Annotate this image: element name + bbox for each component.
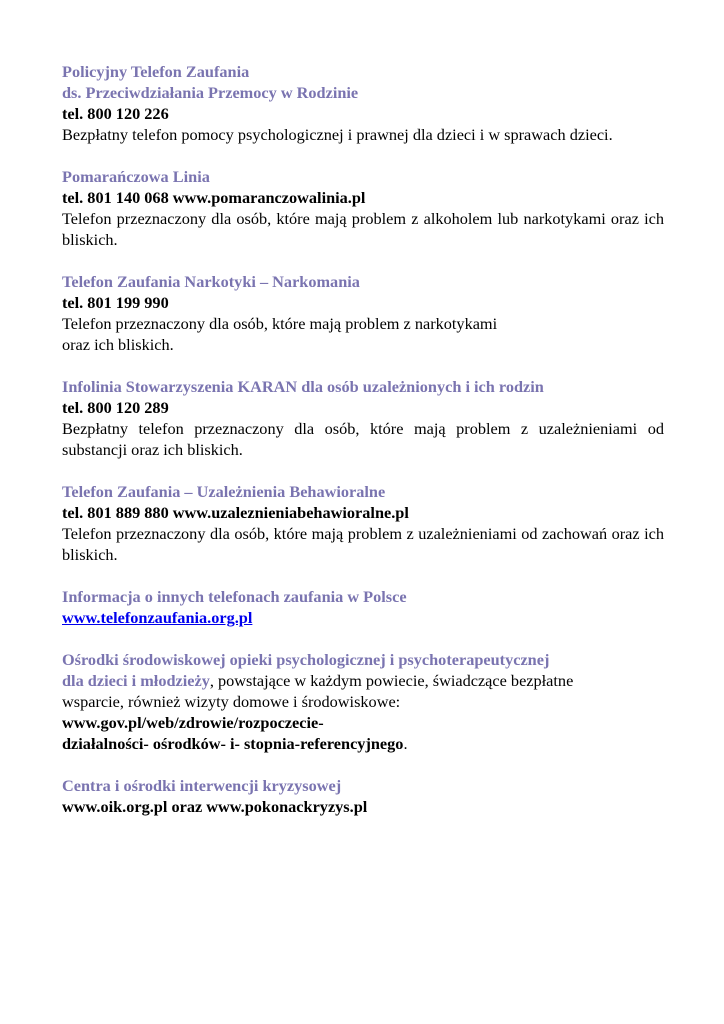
section-behavioral-addictions [62,481,664,565]
phone-number: tel. 800 120 289 [62,398,169,417]
section-description: Bezpłatny telefon pomocy psychologicznej i prawnej dla dzieci i w sprawach dzieci. [62,125,613,144]
section-subtitle: ds. Przeciwdziałania Przemocy w Rodzinie [62,83,359,102]
section-crisis-centers [62,775,664,817]
section-description-line: oraz ich bliskich. [62,335,174,354]
section-other-helplines [62,586,664,628]
section-description: Telefon przeznaczony dla osób, które mają problem z uzależnieniami od zachowań oraz ich bliskich. [62,524,664,564]
phone-number: tel. 800 120 226 [62,104,169,123]
section-title: Centra i ośrodki interwencji kryzysowej [62,776,342,795]
section-drugs-helpline [62,271,664,355]
section-description-line: Telefon przeznaczony dla osób, które mają problem z narkotykami [62,314,498,333]
section-title: Infolinia Stowarzyszenia KARAN dla osób uzależnionych i ich rodzin [62,377,544,396]
section-community-care-centers [62,649,664,754]
section-description: Telefon przeznaczony dla osób, które mają problem z alkoholem lub narkotykami oraz ich bliskich. [62,209,664,249]
section-description-inline: , powstające w każdym powiecie, świadczące bezpłatne [209,671,574,690]
phone-number: tel. 801 199 990 [62,293,169,312]
telefonzaufania-link[interactable]: www.telefonzaufania.org.pl [62,608,253,627]
gov-url-line-2 [62,733,664,754]
section-title: Policyjny Telefon Zaufania [62,62,250,81]
section-karan-infoline [62,376,664,460]
gov-url-line-1: www.gov.pl/web/zdrowie/rozpoczecie- [62,713,324,732]
section-title-inline: dla dzieci i młodzieży [62,671,210,690]
section-title: Informacja o innych telefonach zaufania w Polsce [62,587,407,606]
section-description-line: wsparcie, również wizyty domowe i środowiskowe: [62,692,401,711]
phone-number: tel. 801 140 068 www.pomaranczowalinia.pl [62,188,366,207]
section-title: Telefon Zaufania – Uzależnienia Behawioralne [62,482,386,501]
section-title: Pomarańczowa Linia [62,167,210,186]
section-title: Telefon Zaufania Narkotyki – Narkomania [62,272,360,291]
crisis-websites: www.oik.org.pl oraz www.pokonackryzys.pl [62,797,368,816]
section-orange-line [62,166,664,250]
gov-url-text: działalności- ośrodków- i- stopnia-referencyjnego [62,734,404,753]
section-description: Bezpłatny telefon przeznaczony dla osób, które mają problem z uzależnieniami od substancji oraz ich bliskich. [62,419,664,459]
gov-url-period: . [403,734,408,753]
document-page [62,61,664,838]
section-police-helpline [62,61,664,145]
section-title: Ośrodki środowiskowej opieki psychologicznej i psychoterapeutycznej [62,650,550,669]
section-title-line-2 [62,670,664,691]
phone-number: tel. 801 889 880 www.uzaleznieniabehawioralne.pl [62,503,409,522]
